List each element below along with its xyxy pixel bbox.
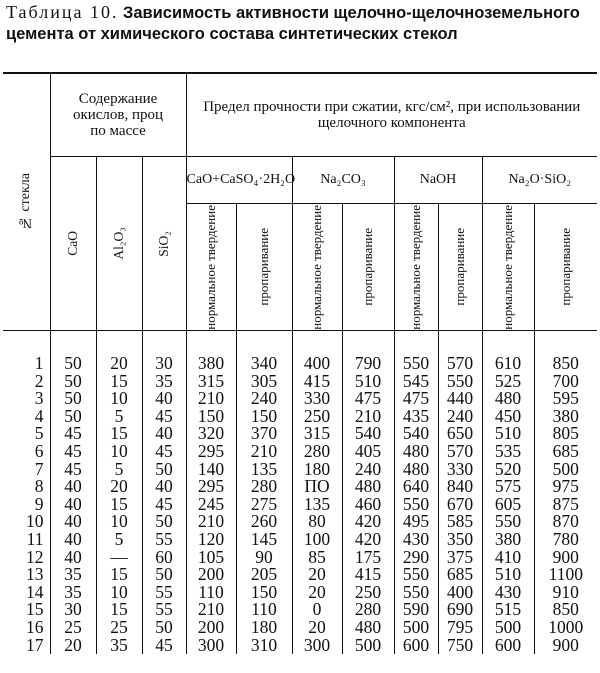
- table-cell: 380: [552, 405, 579, 426]
- header-cure-normal: нормальное твердение: [394, 204, 438, 331]
- table-cell: 520: [482, 461, 534, 479]
- header-oxide-cao: CaO: [50, 157, 96, 331]
- table-cell: 900: [552, 546, 579, 567]
- table-cell: 200: [186, 619, 236, 637]
- table-cell: 480: [394, 443, 438, 461]
- table-cell: 850: [552, 599, 579, 620]
- table-cell: 40: [50, 531, 96, 549]
- table-cell: 50: [142, 619, 186, 637]
- table-cell: 430: [394, 531, 438, 549]
- table-cell: 310: [236, 637, 292, 655]
- table-cell: 20: [292, 584, 342, 602]
- table-cell: 120: [186, 531, 236, 549]
- table-cell: 790: [342, 331, 394, 373]
- table-cell: 80: [292, 513, 342, 531]
- row-number-cell: 11: [3, 531, 50, 549]
- table-cell: 40: [50, 549, 96, 567]
- header-cure-steam: пропаривание: [342, 204, 394, 331]
- header-glass-no: № стекла: [3, 73, 50, 331]
- table-cell: 135: [292, 496, 342, 514]
- table-cell: 50: [142, 461, 186, 479]
- table-cell: 0: [292, 601, 342, 619]
- table-cell: 210: [186, 390, 236, 408]
- table-cell: 440: [438, 390, 482, 408]
- table-cell: 300: [292, 637, 342, 655]
- table-cell: 55: [142, 601, 186, 619]
- table-cell: 5: [96, 531, 142, 549]
- row-number-cell: 16: [3, 619, 50, 637]
- table-cell: 400: [292, 331, 342, 373]
- table-cell: 180: [236, 619, 292, 637]
- table-cell: 410: [482, 549, 534, 567]
- table-cell: 150: [236, 408, 292, 426]
- table-cell: 40: [142, 478, 186, 496]
- table-cell: 20: [96, 478, 142, 496]
- table-cell: 250: [292, 408, 342, 426]
- table-cell: 200: [186, 566, 236, 584]
- table-cell: 210: [236, 443, 292, 461]
- table-cell: 50: [50, 373, 96, 391]
- table-cell: 20: [292, 619, 342, 637]
- table-cell: 85: [292, 549, 342, 567]
- table-cell: 500: [552, 458, 579, 479]
- table-cell: 515: [482, 601, 534, 619]
- row-number-cell: 6: [3, 443, 50, 461]
- table-cell: 575: [482, 478, 534, 496]
- header-comp-naoh: NaOH: [394, 157, 482, 204]
- row-number-cell: 10: [3, 513, 50, 531]
- table-cell: 550: [394, 496, 438, 514]
- table-cell: 525: [482, 373, 534, 391]
- header-comp-cao-caso4: CaO+CaSO₄·2H₂O: [186, 157, 292, 204]
- table-cell: 10: [96, 390, 142, 408]
- table-row: [3, 531, 597, 549]
- table-cell: 750: [438, 637, 482, 655]
- table-cell: 550: [394, 331, 438, 373]
- table-cell: 150: [186, 408, 236, 426]
- table-cell: 15: [96, 496, 142, 514]
- row-number-cell: 3: [3, 390, 50, 408]
- table-cell: 480: [342, 619, 394, 637]
- row-number-cell: 1: [3, 331, 50, 373]
- table-cell: 480: [482, 390, 534, 408]
- table-cell: 45: [142, 443, 186, 461]
- table-cell: 670: [438, 496, 482, 514]
- table-cell: 550: [438, 373, 482, 391]
- table-cell: 240: [438, 408, 482, 426]
- table-cell: 400: [438, 584, 482, 602]
- table-cell: 5: [96, 408, 142, 426]
- table-cell: 650: [438, 425, 482, 443]
- row-number-cell: 17: [3, 637, 50, 655]
- table-cell: 45: [142, 496, 186, 514]
- table-cell: 210: [186, 513, 236, 531]
- table-cell: 420: [342, 531, 394, 549]
- table-cell: 480: [342, 478, 394, 496]
- table-cell: 35: [142, 373, 186, 391]
- table-cell: 60: [142, 549, 186, 567]
- row-number-cell: 7: [3, 461, 50, 479]
- table-cell: 50: [50, 408, 96, 426]
- header-content-group: Содержание окислов, проц по массе: [50, 73, 186, 157]
- table-cell: 570: [438, 443, 482, 461]
- table-cell: 55: [142, 531, 186, 549]
- table-cell: 40: [142, 425, 186, 443]
- table-cell: 205: [236, 566, 292, 584]
- table-cell: 110: [236, 601, 292, 619]
- table-cell: 1000: [548, 616, 584, 637]
- header-cure-normal: нормальное твердение: [292, 204, 342, 331]
- caption-title: Зависимость активности щелочно-щелочноземельного цемента от химического состава синтетических стекол: [6, 4, 580, 43]
- table-cell: 510: [342, 373, 394, 391]
- table-cell: 480: [394, 461, 438, 479]
- table-cell: ПО: [292, 478, 342, 496]
- table-cell: 795: [438, 619, 482, 637]
- table-cell: 55: [142, 584, 186, 602]
- row-number-cell: 14: [3, 584, 50, 602]
- table-cell: 780: [552, 528, 579, 549]
- table-cell: 145: [236, 531, 292, 549]
- table-cell: 295: [186, 443, 236, 461]
- table-cell: 45: [142, 637, 186, 655]
- table-cell: 420: [342, 513, 394, 531]
- table-cell: 35: [50, 584, 96, 602]
- table-cell: 435: [394, 408, 438, 426]
- table-cell: 280: [342, 601, 394, 619]
- table-cell: 475: [342, 390, 394, 408]
- table-cell: 45: [142, 408, 186, 426]
- table-cell: 45: [50, 425, 96, 443]
- row-number-cell: 15: [3, 601, 50, 619]
- table-cell: 295: [186, 478, 236, 496]
- table-body: [3, 331, 597, 655]
- header-comp-na2o-sio2: Na₂O·SiO₂: [482, 157, 597, 204]
- table-cell: 870: [552, 511, 579, 532]
- header-cure-normal: нормальное твердение: [186, 204, 236, 331]
- table-cell: 50: [142, 513, 186, 531]
- row-number-cell: 4: [3, 408, 50, 426]
- table-cell: 5: [96, 461, 142, 479]
- table-cell: 240: [236, 390, 292, 408]
- table-cell: 805: [552, 423, 579, 444]
- header-oxide-al2o3: Al₂O₃: [96, 157, 142, 331]
- table-cell: 975: [552, 476, 579, 497]
- table-cell: 10: [96, 584, 142, 602]
- table-cell: 210: [342, 408, 394, 426]
- table-cell: 585: [438, 513, 482, 531]
- table-cell: 475: [394, 390, 438, 408]
- table-cell: 700: [552, 370, 579, 391]
- table-cell: —: [96, 549, 142, 567]
- table-cell: 260: [236, 513, 292, 531]
- table-cell: 550: [482, 513, 534, 531]
- table-cell: 15: [96, 566, 142, 584]
- table-caption: [6, 2, 592, 44]
- table-cell: 25: [96, 619, 142, 637]
- table-cell: 25: [50, 619, 96, 637]
- row-number-cell: 8: [3, 478, 50, 496]
- table-cell: 50: [50, 331, 96, 373]
- data-table: [3, 72, 597, 654]
- header-cure-steam: пропаривание: [534, 204, 597, 331]
- table-cell: 540: [342, 425, 394, 443]
- table-cell: 840: [438, 478, 482, 496]
- table-cell: 100: [292, 531, 342, 549]
- table-cell: 570: [438, 331, 482, 373]
- table-cell: 175: [342, 549, 394, 567]
- table-cell: 640: [394, 478, 438, 496]
- table-cell: 495: [394, 513, 438, 531]
- table-cell: 690: [438, 601, 482, 619]
- table-cell: 280: [236, 478, 292, 496]
- header-cure-normal: нормальное твердение: [482, 204, 534, 331]
- table-cell: 380: [482, 531, 534, 549]
- table-cell: 340: [236, 331, 292, 373]
- table-cell: 105: [186, 549, 236, 567]
- table-row: [3, 443, 597, 461]
- table-cell: 550: [394, 584, 438, 602]
- table-cell: 20: [50, 637, 96, 655]
- table-cell: 40: [50, 496, 96, 514]
- header-comp-na2co3: Na₂CO₃: [292, 157, 394, 204]
- table-cell: 290: [394, 549, 438, 567]
- table-cell: 330: [438, 461, 482, 479]
- table-cell: 20: [292, 566, 342, 584]
- table-cell: 500: [342, 637, 394, 655]
- table-cell: 595: [552, 388, 579, 409]
- table-cell: 305: [236, 373, 292, 391]
- table-cell: 350: [438, 531, 482, 549]
- table-cell: 460: [342, 496, 394, 514]
- table-cell: 315: [186, 373, 236, 391]
- table-cell: 430: [482, 584, 534, 602]
- table-cell: 150: [236, 584, 292, 602]
- table-row: [3, 637, 597, 655]
- table-cell: 540: [394, 425, 438, 443]
- table-cell: 30: [50, 601, 96, 619]
- table-cell: 240: [342, 461, 394, 479]
- table-cell: 50: [142, 566, 186, 584]
- table-cell: 30: [142, 331, 186, 373]
- table-cell: 330: [292, 390, 342, 408]
- row-number-cell: 2: [3, 373, 50, 391]
- table-cell: 405: [342, 443, 394, 461]
- table-cell: 35: [50, 566, 96, 584]
- header-cure-steam: пропаривание: [438, 204, 482, 331]
- table-cell: 685: [438, 566, 482, 584]
- table-cell: 45: [50, 443, 96, 461]
- table-cell: 35: [96, 637, 142, 655]
- table-cell: 15: [96, 373, 142, 391]
- row-number-cell: 9: [3, 496, 50, 514]
- table-cell: 535: [482, 443, 534, 461]
- table-cell: 380: [186, 331, 236, 373]
- table-cell: 180: [292, 461, 342, 479]
- table-cell: 245: [186, 496, 236, 514]
- table-cell: 450: [482, 408, 534, 426]
- header-strength-group: Предел прочности при сжатии, кгс/см², при использовании щелочного компонента: [186, 73, 597, 157]
- table-cell: 280: [292, 443, 342, 461]
- row-number-cell: 5: [3, 425, 50, 443]
- table-cell: 315: [292, 425, 342, 443]
- table-cell: 10: [96, 513, 142, 531]
- table-cell: 600: [394, 637, 438, 655]
- table-cell: 375: [438, 549, 482, 567]
- table-cell: 40: [50, 513, 96, 531]
- table-cell: 500: [482, 619, 534, 637]
- table-cell: 370: [236, 425, 292, 443]
- table-cell: 40: [142, 390, 186, 408]
- table-cell: 415: [292, 373, 342, 391]
- table-cell: 875: [552, 493, 579, 514]
- caption-lead: Таблица 10.: [6, 2, 119, 22]
- table-cell: 110: [186, 584, 236, 602]
- table-cell: 135: [236, 461, 292, 479]
- table-cell: 20: [96, 331, 142, 373]
- header-cure-steam: пропаривание: [236, 204, 292, 331]
- table-cell: 1100: [548, 564, 583, 585]
- table-cell: 685: [552, 440, 579, 461]
- table-cell: 605: [482, 496, 534, 514]
- table-row: [3, 331, 597, 373]
- table-cell: 10: [96, 443, 142, 461]
- table-cell: 545: [394, 373, 438, 391]
- table-cell: 510: [482, 566, 534, 584]
- table-cell: 850: [552, 353, 579, 373]
- table-cell: 300: [186, 637, 236, 655]
- table-cell: 500: [394, 619, 438, 637]
- table-cell: 40: [50, 478, 96, 496]
- table-cell: 600: [482, 637, 534, 655]
- table-cell: 50: [50, 390, 96, 408]
- header-oxide-sio2: SiO₂: [142, 157, 186, 331]
- table-cell: 590: [394, 601, 438, 619]
- table-cell: 900: [552, 634, 579, 655]
- table-cell: 910: [552, 581, 579, 602]
- table-cell: 90: [236, 549, 292, 567]
- table-cell: 140: [186, 461, 236, 479]
- table-cell: 45: [50, 461, 96, 479]
- table-cell: 210: [186, 601, 236, 619]
- table-cell: 550: [394, 566, 438, 584]
- table-cell: 275: [236, 496, 292, 514]
- table-cell: 15: [96, 601, 142, 619]
- table-cell: 610: [482, 331, 534, 373]
- table-row: [3, 619, 597, 637]
- table-cell: 320: [186, 425, 236, 443]
- row-number-cell: 12: [3, 549, 50, 567]
- row-number-cell: 13: [3, 566, 50, 584]
- table-cell: 510: [482, 425, 534, 443]
- table-cell: 15: [96, 425, 142, 443]
- table-cell: 250: [342, 584, 394, 602]
- table-cell: 415: [342, 566, 394, 584]
